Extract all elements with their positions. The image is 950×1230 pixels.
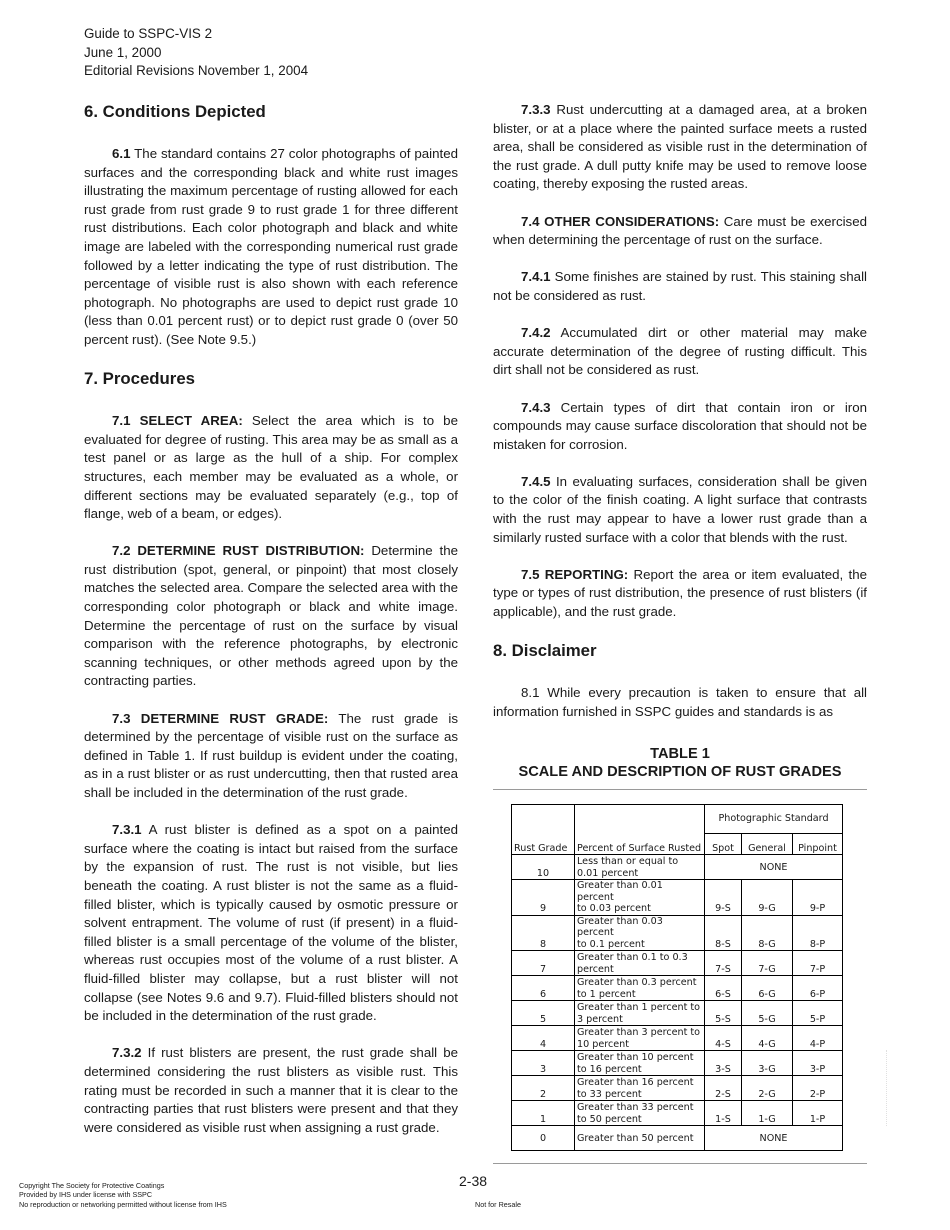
percent-line-2: to 0.03 percent <box>577 903 651 915</box>
percent-cell: Greater than 50 percent <box>575 1126 705 1151</box>
pinpoint-header: Pinpoint <box>793 833 843 855</box>
para-7-5 <box>493 566 867 622</box>
none-cell: NONE <box>705 855 843 880</box>
para-7-4-3-lead: 7.4.3 <box>521 399 551 415</box>
photographic-standard-header: Photographic Standard <box>705 805 843 834</box>
margin-mark <box>886 1050 895 1126</box>
spot-header: Spot <box>705 833 742 855</box>
para-7-3-text: The rust grade is determined by the percentage of visible rust on the surface as defined in Table 1. If rust buildup is evident under the coating, as in a rust blister or as rust undercutting, then that rusted area shall be included in the determination of the rust grade. <box>84 710 458 800</box>
percent-cell <box>575 915 705 951</box>
table-header-row-1 <box>512 805 843 834</box>
grade-cell: 1 <box>512 1101 575 1126</box>
para-7-1-text: Select the area which is to be evaluated for degree of rusting. This area may be as small as a test panel or as large as the hull of a ship. For complex structures, each member may be evaluated as a whole, or different sections may be evaluated separately (e.g., top of flange, web of a beam, or edges). <box>84 413 458 522</box>
header-blank <box>575 805 705 834</box>
percent-cell <box>575 976 705 1001</box>
para-7-3-1 <box>84 821 458 1026</box>
header-doc-title: Guide to SSPC-VIS 2 <box>84 26 213 41</box>
percent-line-1: Less than or equal to <box>577 856 679 868</box>
percent-line-1: Greater than 0.1 to 0.3 <box>577 952 688 964</box>
general-header: General <box>742 833 793 855</box>
header-revision: Editorial Revisions November 1, 2004 <box>84 63 309 78</box>
percent-line-1: Greater than 10 percent <box>577 1052 694 1064</box>
left-column <box>84 101 458 1156</box>
para-7-3-1-text: A rust blister is defined as a spot on a painted surface where the coating is intact but raised from the surface by the expansion of rust. The rust is not visible, but lies beneath the coating. A rust blister is not the same as a fluid-filled blister, which is typically caused by osmotic pressure or solvent entrapment. The volume of rust (if present) in a fluid-filled blister is a small percentage of the volume of the blister, whereas rust occupies most of the volume of a rust blister. A fluid-filled blister may collapse, but a rust blister will not collapse (see Notes 9.6 and 9.7). Fluid-filled blisters should not be included in the determination of the rust grade. <box>84 822 458 1024</box>
table-caption: SCALE AND DESCRIPTION OF RUST GRADES <box>518 764 842 781</box>
percent-cell <box>575 1026 705 1051</box>
grade-cell: 2 <box>512 1076 575 1101</box>
grade-cell: 9 <box>512 880 575 916</box>
grade-cell: 0 <box>512 1126 575 1151</box>
table-bottom-rule <box>493 1163 867 1164</box>
copyright-line-1: Copyright The Society for Protective Coatings <box>19 1181 165 1190</box>
percent-line-2: to 33 percent <box>577 1088 642 1100</box>
copyright-line-2: Provided by IHS under license with SSPC <box>19 1190 153 1200</box>
none-cell: NONE <box>705 1126 843 1151</box>
percent-cell <box>575 1076 705 1101</box>
section-8-heading: 8. Disclaimer <box>493 641 597 661</box>
copyright-notice <box>19 1181 227 1209</box>
para-7-4 <box>493 213 867 250</box>
spot-cell: 5-S <box>705 1001 742 1026</box>
para-7-3-2 <box>84 1044 458 1137</box>
para-7-3-2-text: If rust blisters are present, the rust grade shall be determined considering the rust blisters as visible rust. This rating must be recorded in such a manner that it is clear to the contracting parties that rust blisters were present and that they were considered as visible rust when assigning a rust grade. <box>84 1045 458 1135</box>
pinpoint-cell: 7-P <box>793 951 843 976</box>
general-cell: 3-G <box>742 1051 793 1076</box>
spot-cell: 6-S <box>705 976 742 1001</box>
percent-cell <box>575 880 705 916</box>
para-7-3-3-lead: 7.3.3 <box>521 102 551 117</box>
para-7-1 <box>84 412 458 524</box>
percent-cell <box>575 1001 705 1026</box>
rust-grade-header: Rust Grade <box>512 833 575 855</box>
percent-line-2: to 50 percent <box>577 1113 642 1125</box>
spot-cell: 3-S <box>705 1051 742 1076</box>
table-row <box>512 1051 843 1076</box>
percent-line-2: to 16 percent <box>577 1063 642 1075</box>
pinpoint-cell: 6-P <box>793 976 843 1001</box>
general-cell: 5-G <box>742 1001 793 1026</box>
grade-cell: 7 <box>512 951 575 976</box>
para-7-4-2 <box>493 324 867 380</box>
para-7-4-3-text: Certain types of dirt that contain iron or iron compounds may cause surface discoloration that should not be mistaken for corrosion. <box>493 399 867 452</box>
header-blank <box>512 805 575 834</box>
para-7-4-5 <box>493 473 867 547</box>
table-title <box>493 745 867 781</box>
percent-line-2: to 0.1 percent <box>577 938 645 950</box>
table-row <box>512 880 843 916</box>
percent-line-1: Greater than 33 percent <box>577 1102 694 1114</box>
section-7-heading: 7. Procedures <box>84 369 195 389</box>
para-7-1-lead: 7.1 SELECT AREA: <box>112 413 243 429</box>
pinpoint-cell: 5-P <box>793 1001 843 1026</box>
grade-cell: 8 <box>512 915 575 951</box>
table-row <box>512 976 843 1001</box>
table-header-row-2 <box>512 833 843 855</box>
percent-line-2: 0.01 percent <box>577 867 639 879</box>
spot-cell: 7-S <box>705 951 742 976</box>
general-cell: 6-G <box>742 976 793 1001</box>
pinpoint-cell: 1-P <box>793 1101 843 1126</box>
para-7-4-1-text: Some finishes are stained by rust. This staining shall not be considered as rust. <box>493 269 867 303</box>
para-7-4-2-lead: 7.4.2 <box>521 325 551 341</box>
grade-cell: 5 <box>512 1001 575 1026</box>
para-7-4-1 <box>493 268 867 305</box>
percent-line-1: Greater than 1 percent to <box>577 1002 701 1014</box>
general-cell: 9-G <box>742 880 793 916</box>
percent-rusted-header: Percent of Surface Rusted <box>575 833 705 855</box>
table-row <box>512 1126 843 1151</box>
table-number: TABLE 1 <box>650 746 710 763</box>
spot-cell: 8-S <box>705 915 742 951</box>
spot-cell: 4-S <box>705 1026 742 1051</box>
table-top-rule <box>493 789 867 790</box>
general-cell: 8-G <box>742 915 793 951</box>
table-row <box>512 1001 843 1026</box>
general-cell: 7-G <box>742 951 793 976</box>
para-7-4-3 <box>493 399 867 455</box>
percent-line-2: to 1 percent <box>577 988 636 1000</box>
para-7-4-text: Care must be exercised when determining the percentage of rust on the surface. <box>493 213 867 248</box>
para-7-5-lead: 7.5 REPORTING: <box>521 566 629 582</box>
percent-line-1: Greater than 0.3 percent <box>577 977 697 989</box>
percent-cell <box>575 951 705 976</box>
para-7-3-lead: 7.3 DETERMINE RUST GRADE: <box>112 710 329 726</box>
para-7-3-2-lead: 7.3.2 <box>112 1045 142 1061</box>
not-for-resale-notice: Not for Resale <box>475 1200 521 1209</box>
percent-cell <box>575 855 705 880</box>
grade-cell: 6 <box>512 976 575 1001</box>
spot-cell: 1-S <box>705 1101 742 1126</box>
general-cell: 4-G <box>742 1026 793 1051</box>
percent-line-2: 10 percent <box>577 1038 630 1050</box>
para-7-3-3 <box>493 101 867 194</box>
percent-line-1: Greater than 16 percent <box>577 1077 694 1089</box>
percent-line-1: Greater than 3 percent to <box>577 1027 701 1039</box>
grade-cell: 4 <box>512 1026 575 1051</box>
table-row <box>512 1026 843 1051</box>
right-column <box>493 101 867 1164</box>
grade-cell: 3 <box>512 1051 575 1076</box>
percent-cell <box>575 1101 705 1126</box>
pinpoint-cell: 2-P <box>793 1076 843 1101</box>
percent-line-2: 3 percent <box>577 1013 623 1025</box>
pinpoint-cell: 3-P <box>793 1051 843 1076</box>
percent-line-1: Greater than 0.01 percent <box>577 880 663 903</box>
percent-cell <box>575 1051 705 1076</box>
header-date: June 1, 2000 <box>84 44 162 60</box>
rust-grade-table <box>511 804 843 1151</box>
percent-line-1: Greater than 0.03 percent <box>577 915 663 939</box>
para-7-2-text: Determine the rust distribution (spot, general, or pinpoint) that most closely matches the selected area. Compare the selected area with the corresponding color photograph or black and white image. Determine the percentage of rust on the surface by visual comparison with the reference photographs, by electronic scanning techniques, or other methods agreed upon by the contracting parties. <box>84 543 458 689</box>
section-6-heading: 6. Conditions Depicted <box>84 102 266 121</box>
para-6-1 <box>84 145 458 350</box>
general-cell: 2-G <box>742 1076 793 1101</box>
percent-line-2: percent <box>577 963 614 975</box>
para-7-4-2-text: Accumulated dirt or other material may make accurate determination of the degree of rusting difficult. This dirt shall not be considered as rust. <box>493 325 867 378</box>
para-7-4-1-lead: 7.4.1 <box>521 269 551 285</box>
para-6-1-number: 6.1 <box>112 146 131 161</box>
para-7-2-lead: 7.2 DETERMINE RUST DISTRIBUTION: <box>112 543 365 559</box>
para-7-4-lead: 7.4 OTHER CONSIDERATIONS: <box>521 213 720 229</box>
para-7-3 <box>84 710 458 803</box>
copyright-line-3: No reproduction or networking permitted without license from IHS <box>19 1199 227 1209</box>
pinpoint-cell: 9-P <box>793 880 843 916</box>
para-7-3-1-lead: 7.3.1 <box>112 822 142 838</box>
table-row <box>512 1101 843 1126</box>
para-8-1: 8.1 While every precaution is taken to ensure that all information furnished in SSPC guides and standards is as <box>493 685 867 719</box>
grade-cell: 10 <box>512 855 575 880</box>
general-cell: 1-G <box>742 1101 793 1126</box>
running-header <box>84 25 308 81</box>
para-7-2 <box>84 542 458 691</box>
table-row <box>512 951 843 976</box>
para-6-1-text: The standard contains 27 color photographs of painted surfaces and the corresponding black and white rust images illustrating the maximum percentage of rusting allowed for each rust grade from rust grade 9 to rust grade 1 for three different rust distributions. Each color photograph and black and white image are labeled with the corresponding numerical rust grade followed by a letter indicating the type of rust distribution. The percentage of visible rust is also shown with each reference photograph. No photographs are used to depict rust grade 10 (less than 0.01 percent rust) or to depict rust grade 0 (over 50 percent rust). (See Note 9.5.) <box>84 146 458 347</box>
pinpoint-cell: 4-P <box>793 1026 843 1051</box>
para-7-4-5-lead: 7.4.5 <box>521 473 551 489</box>
table-row <box>512 915 843 951</box>
spot-cell: 9-S <box>705 880 742 916</box>
table-row <box>512 855 843 880</box>
page-number: 2-38 <box>459 1173 488 1189</box>
spot-cell: 2-S <box>705 1076 742 1101</box>
pinpoint-cell: 8-P <box>793 915 843 951</box>
para-7-4-5-text: In evaluating surfaces, consideration shall be given to the color of the finish coating. A light surface that contrasts with the rust may appear to have a lower rust grade than a similarly rusted surface with a color that blends with the rust. <box>493 473 867 545</box>
table-row <box>512 1076 843 1101</box>
para-7-3-3-text: Rust undercutting at a damaged area, at a broken blister, or at a place where the painted surface meets a rusted area, shall be considered as visible rust in the determination of the rust grade. A dull putty knife may be used to remove loose coating, thereby exposing the rusted areas. <box>493 102 867 192</box>
para-7-5-text: Report the area or item evaluated, the type or types of rust distribution, the presence of rust blisters (if applicable), and the rust grade. <box>493 566 867 620</box>
